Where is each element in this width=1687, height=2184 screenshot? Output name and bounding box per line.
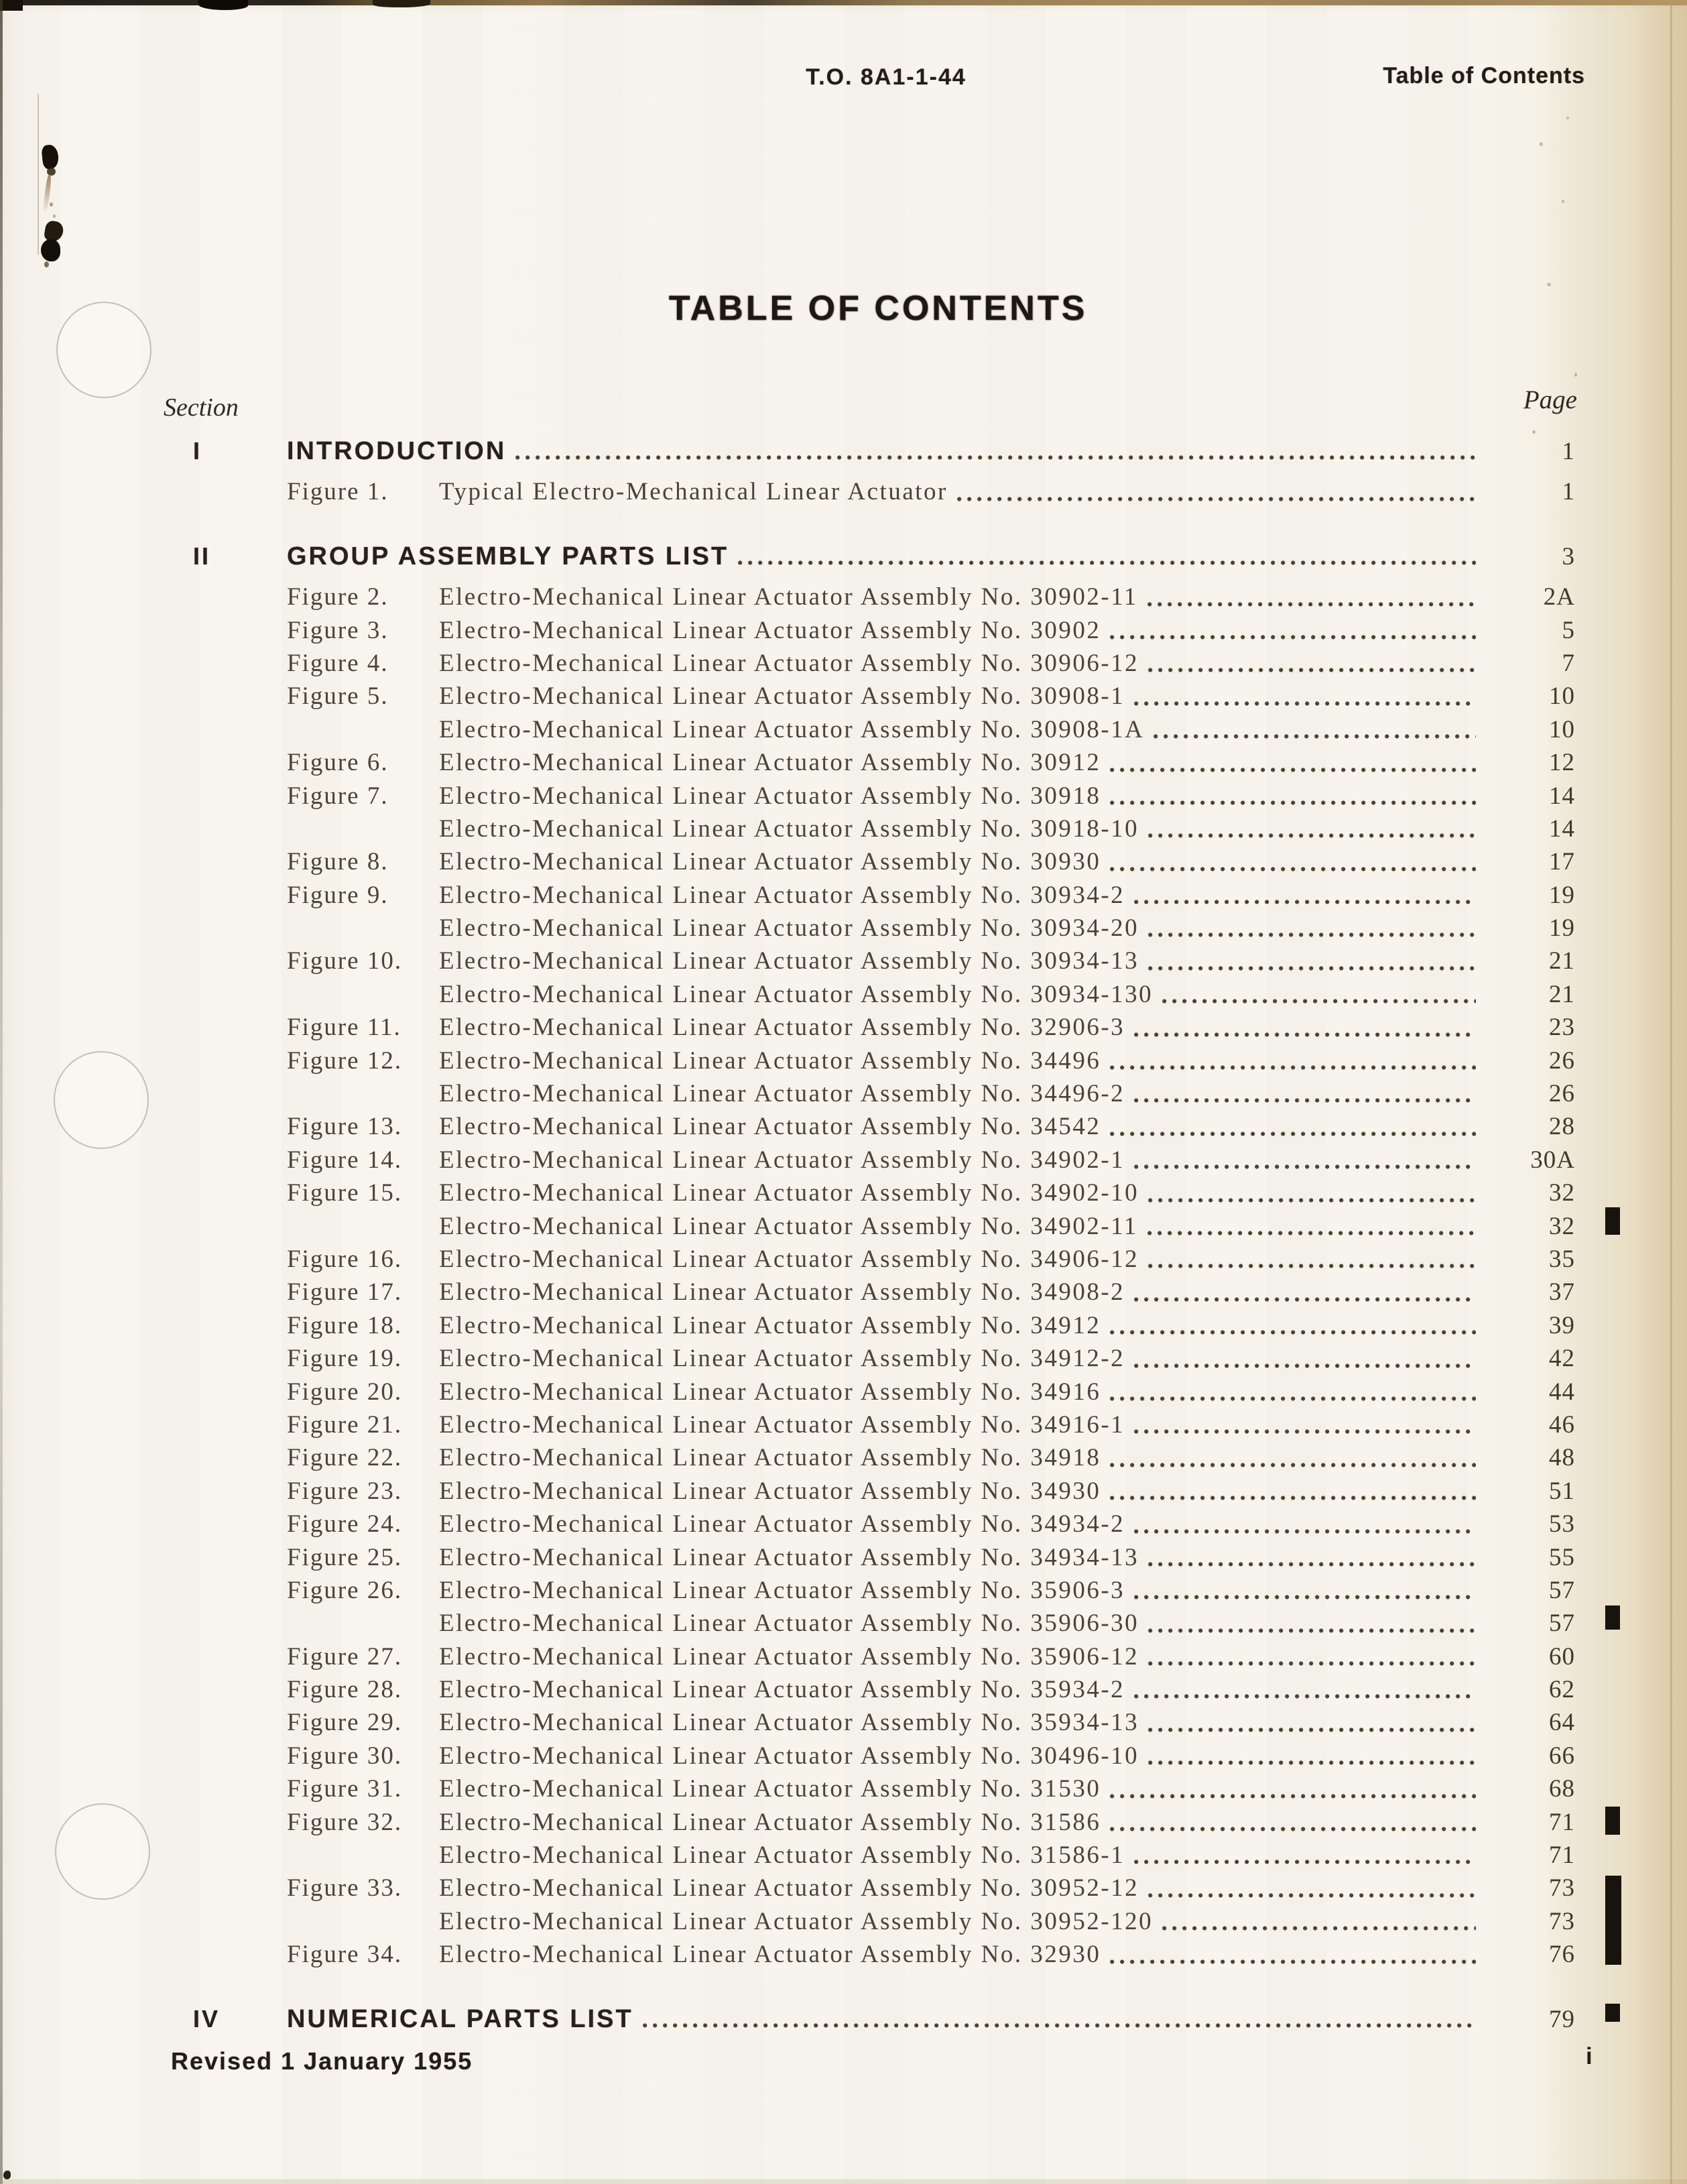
page-number: 51: [1549, 1477, 1575, 1505]
toc-list: [193, 434, 1575, 2035]
entry-title: Electro-Mechanical Linear Actuator Assembly No. 30496-10: [439, 1742, 1139, 1770]
entry-title: Electro-Mechanical Linear Actuator Assembly No. 34934-13: [439, 1543, 1139, 1571]
dot-leader: [1148, 1760, 1476, 1765]
sepia-speck: [1562, 200, 1564, 203]
entry-title: Electro-Mechanical Linear Actuator Assembly No. 34496-2: [439, 1080, 1125, 1108]
figure-label: Figure 21.: [287, 1410, 403, 1439]
dot-leader: [1110, 1132, 1476, 1136]
toc-figure-row: [193, 1772, 1575, 1805]
dot-leader: [1148, 1727, 1476, 1732]
page-number: 39: [1549, 1311, 1575, 1339]
figure-label: Figure 13.: [287, 1113, 403, 1141]
toc-figure-row: [193, 1376, 1575, 1408]
dot-leader: [1134, 1098, 1476, 1103]
figure-label: Figure 34.: [287, 1941, 403, 1969]
entry-title: Electro-Mechanical Linear Actuator Assembly No. 34912: [439, 1311, 1101, 1339]
entry-title: Electro-Mechanical Linear Actuator Assembly No. 30906-12: [439, 649, 1139, 677]
toc-section-row: [193, 540, 1575, 572]
figure-label: Figure 31.: [287, 1775, 403, 1803]
entry-title: Electro-Mechanical Linear Actuator Assembly No. 30930: [439, 848, 1101, 876]
revision-bar: [1605, 1207, 1620, 1235]
dot-leader: [1110, 867, 1476, 871]
entry-title: Electro-Mechanical Linear Actuator Assembly No. 30934-20: [439, 914, 1139, 943]
dot-leader: [1134, 1363, 1476, 1368]
dot-leader: [1147, 1231, 1476, 1235]
dot-leader: [1134, 1595, 1476, 1599]
entry-title: Electro-Mechanical Linear Actuator Assembly No. 30912: [439, 749, 1101, 777]
page-number: 37: [1549, 1278, 1575, 1307]
page-number: 21: [1549, 947, 1575, 975]
dot-leader: [1162, 1926, 1476, 1931]
toc-figure-row: [193, 1706, 1575, 1739]
toc-figure-row: [193, 845, 1575, 878]
entry-title: Electro-Mechanical Linear Actuator Assembly No. 31530: [439, 1775, 1101, 1803]
page-number: 14: [1549, 814, 1575, 843]
page-number: 76: [1549, 1941, 1575, 1969]
entry-title: Electro-Mechanical Linear Actuator Assembly No. 30934-2: [439, 881, 1125, 909]
toc-figure-row: [193, 1243, 1575, 1276]
dot-leader: [1110, 1794, 1476, 1799]
entry-title: Electro-Mechanical Linear Actuator Assembly No. 30918-10: [439, 814, 1139, 843]
toc-figure-row: [193, 680, 1575, 713]
toc-figure-row: [193, 1740, 1575, 1772]
dot-leader: [1110, 1463, 1476, 1467]
toc-figure-row: [193, 1640, 1575, 1673]
dot-leader: [1148, 1198, 1476, 1203]
dot-leader: [1148, 1562, 1476, 1567]
dot-leader: [1134, 1529, 1476, 1534]
figure-label: Figure 32.: [287, 1808, 403, 1836]
toc-figure-row: [193, 1475, 1575, 1508]
column-head-page: Page: [1523, 385, 1577, 414]
page-number: 19: [1549, 881, 1575, 909]
page-number: 10: [1549, 682, 1575, 711]
figure-label: Figure 2.: [287, 583, 389, 611]
ink-speck: [3, 2171, 11, 2179]
toc-figure-row: [193, 912, 1575, 945]
page-number: 73: [1549, 1874, 1575, 1902]
figure-label: Figure 30.: [287, 1742, 403, 1770]
page-number: 17: [1549, 848, 1575, 876]
page-number: 19: [1549, 914, 1575, 943]
dot-leader: [1134, 1694, 1476, 1699]
page-number: 46: [1549, 1410, 1575, 1439]
dot-leader: [1110, 1959, 1476, 1964]
figure-label: Figure 23.: [287, 1477, 403, 1505]
section-title: NUMERICAL PARTS LIST: [287, 2004, 633, 2033]
section-title: INTRODUCTION: [287, 437, 507, 465]
toc-figure-row: [193, 1905, 1575, 1938]
sepia-speck: [1540, 142, 1543, 146]
page-number: 35: [1549, 1245, 1575, 1273]
section-numeral: I: [193, 437, 202, 465]
toc-figure-row: [193, 1607, 1575, 1640]
toc-figure-row: [193, 1938, 1575, 1971]
dot-leader: [1110, 1396, 1476, 1401]
page-title: TABLE OF CONTENTS: [668, 289, 1088, 328]
toc-figure-row: [193, 614, 1575, 647]
figure-label: Figure 28.: [287, 1676, 403, 1704]
to-number: T.O. 8A1-1-44: [806, 64, 966, 90]
figure-label: Figure 11.: [287, 1014, 401, 1042]
dot-leader: [1162, 999, 1476, 1004]
page-number: 64: [1549, 1709, 1575, 1737]
entry-title: Electro-Mechanical Linear Actuator Assembly No. 30952-120: [439, 1907, 1153, 1935]
page-number: 23: [1549, 1014, 1575, 1042]
entry-title: Electro-Mechanical Linear Actuator Assembly No. 35906-12: [439, 1642, 1139, 1671]
toc-figure-row: [193, 647, 1575, 680]
entry-title: Electro-Mechanical Linear Actuator Assembly No. 34918: [439, 1444, 1101, 1472]
sepia-speck: [1532, 430, 1536, 434]
revision-date: Revised 1 January 1955: [171, 2047, 473, 2075]
revision-bar: [1605, 1876, 1621, 1965]
ink-speck: [50, 202, 53, 206]
page-number: 21: [1549, 980, 1575, 1008]
toc-figure-row: [193, 1210, 1575, 1243]
page-number: 2A: [1543, 583, 1575, 611]
paper-crease: [38, 94, 39, 255]
page-number: 57: [1549, 1610, 1575, 1638]
dot-leader: [1148, 932, 1476, 937]
entry-title: Electro-Mechanical Linear Actuator Assembly No. 34916: [439, 1378, 1101, 1406]
entry-title: Electro-Mechanical Linear Actuator Assembly No. 30918: [439, 782, 1101, 810]
entry-title: Electro-Mechanical Linear Actuator Assembly No. 35906-30: [439, 1610, 1139, 1638]
toc-figure-row: [193, 978, 1575, 1011]
entry-title: Electro-Mechanical Linear Actuator Assembly No. 31586: [439, 1808, 1101, 1836]
dot-leader: [1134, 1860, 1476, 1864]
toc-figure-row: [193, 1441, 1575, 1474]
page-number: 14: [1549, 782, 1575, 810]
toc-figure-row: [193, 1176, 1575, 1209]
page-number: 7: [1562, 649, 1575, 677]
entry-title: Electro-Mechanical Linear Actuator Assembly No. 30934-13: [439, 947, 1139, 975]
figure-label: Figure 26.: [287, 1576, 403, 1604]
dot-leader: [1110, 1496, 1476, 1500]
toc-figure-row: [193, 1806, 1575, 1839]
page-number: 32: [1549, 1212, 1575, 1240]
dot-leader: [1148, 668, 1476, 672]
entry-title: Electro-Mechanical Linear Actuator Assembly No. 30908-1: [439, 682, 1125, 711]
page-number: 12: [1549, 749, 1575, 777]
column-head-section: Section: [164, 393, 239, 422]
page-number: 71: [1549, 1808, 1575, 1836]
ink-speck: [44, 261, 49, 267]
toc-figure-row: [193, 1839, 1575, 1872]
toc-figure-row: [193, 1309, 1575, 1342]
page-number: 28: [1549, 1113, 1575, 1141]
toc-figure-row: [193, 780, 1575, 812]
toc-figure-row: [193, 1110, 1575, 1143]
running-head: Table of Contents: [1383, 63, 1585, 88]
scan-left-edge: [0, 0, 3, 2184]
figure-label: Figure 4.: [287, 649, 389, 677]
dot-leader: [1134, 1032, 1476, 1037]
figure-label: Figure 8.: [287, 848, 389, 876]
figure-label: Figure 20.: [287, 1378, 403, 1406]
page-number: 62: [1549, 1676, 1575, 1704]
entry-title: Electro-Mechanical Linear Actuator Assembly No. 34934-2: [439, 1510, 1125, 1538]
punch-hole: [55, 1803, 150, 1900]
page-number: 3: [1562, 542, 1575, 570]
toc-figure-row: [193, 475, 1575, 508]
figure-label: Figure 17.: [287, 1278, 403, 1307]
scan-edge-blob: [373, 0, 430, 7]
figure-label: Figure 27.: [287, 1642, 403, 1671]
dot-leader: [1148, 1661, 1476, 1666]
figure-label: Figure 29.: [287, 1709, 403, 1737]
figure-label: Figure 19.: [287, 1345, 403, 1373]
toc-figure-row: [193, 879, 1575, 912]
section-numeral: II: [193, 542, 211, 570]
page-number: 60: [1549, 1642, 1575, 1671]
revision-bar: [1605, 1807, 1620, 1835]
entry-title: Electro-Mechanical Linear Actuator Assembly No. 30902: [439, 616, 1101, 644]
ink-stain: [42, 174, 52, 213]
toc-figure-row: [193, 1342, 1575, 1375]
figure-label: Figure 5.: [287, 682, 389, 711]
page-number: 73: [1549, 1907, 1575, 1935]
entry-title: Electro-Mechanical Linear Actuator Assembly No. 32906-3: [439, 1014, 1125, 1042]
ink-blot: [41, 144, 60, 170]
toc-figure-row: [193, 1011, 1575, 1044]
punch-hole: [56, 302, 151, 398]
toc-figure-row: [193, 1144, 1575, 1176]
sepia-speck: [1574, 373, 1577, 377]
toc-figure-row: [193, 581, 1575, 613]
page-number: 68: [1549, 1775, 1575, 1803]
page-number: 5: [1562, 616, 1575, 644]
entry-title: Electro-Mechanical Linear Actuator Assembly No. 34916-1: [439, 1410, 1125, 1439]
figure-label: Figure 6.: [287, 749, 389, 777]
dot-leader: [1148, 966, 1476, 971]
dot-leader: [515, 455, 1476, 460]
toc-figure-row: [193, 713, 1575, 746]
entry-title: Electro-Mechanical Linear Actuator Assembly No. 35906-3: [439, 1576, 1125, 1604]
figure-label: Figure 24.: [287, 1510, 403, 1538]
dot-leader: [1110, 1330, 1476, 1335]
toc-figure-row: [193, 746, 1575, 779]
toc-section-row: [193, 2002, 1575, 2035]
section-title: GROUP ASSEMBLY PARTS LIST: [287, 542, 729, 570]
figure-label: Figure 22.: [287, 1444, 403, 1472]
figure-label: Figure 9.: [287, 881, 389, 909]
entry-title: Electro-Mechanical Linear Actuator Assembly No. 34908-2: [439, 1278, 1125, 1307]
folio-page-number: i: [1586, 2043, 1592, 2069]
dot-leader: [1110, 1827, 1476, 1831]
figure-label: Figure 33.: [287, 1874, 403, 1902]
page-number: 48: [1549, 1444, 1575, 1472]
entry-title: Electro-Mechanical Linear Actuator Assembly No. 34542: [439, 1113, 1101, 1141]
scan-top-edge: [0, 0, 1687, 5]
ink-speck: [53, 215, 56, 218]
page-number: 26: [1549, 1080, 1575, 1108]
dot-leader: [1110, 635, 1476, 640]
toc-figure-row: [193, 812, 1575, 845]
dot-leader: [1148, 1628, 1476, 1633]
entry-title: Electro-Mechanical Linear Actuator Assembly No. 34906-12: [439, 1245, 1139, 1273]
toc-figure-row: [193, 1673, 1575, 1706]
toc-figure-row: [193, 1541, 1575, 1574]
revision-bar: [1605, 2004, 1620, 2022]
entry-title: Electro-Mechanical Linear Actuator Assembly No. 32930: [439, 1941, 1101, 1969]
toc-figure-row: [193, 1508, 1575, 1540]
toc-figure-row: [193, 1077, 1575, 1110]
dot-leader: [1134, 1429, 1476, 1434]
page-number: 32: [1549, 1179, 1575, 1207]
entry-title: Electro-Mechanical Linear Actuator Assembly No. 34912-2: [439, 1345, 1125, 1373]
dot-leader: [1110, 800, 1476, 805]
scan-edge-blob: [198, 0, 248, 10]
scan-corner-mark: [0, 0, 23, 11]
page-number: 1: [1562, 438, 1575, 465]
figure-label: Figure 1.: [287, 478, 389, 506]
dot-leader: [1153, 734, 1476, 739]
toc-section-row: [193, 434, 1575, 467]
page-number: 57: [1549, 1576, 1575, 1604]
page-number: 30A: [1530, 1146, 1575, 1174]
entry-title: Electro-Mechanical Linear Actuator Assembly No. 34496: [439, 1046, 1101, 1075]
figure-label: Figure 18.: [287, 1311, 403, 1339]
sepia-speck: [1566, 117, 1569, 119]
toc-figure-row: [193, 945, 1575, 977]
punch-hole: [54, 1051, 149, 1149]
entry-title: Electro-Mechanical Linear Actuator Assembly No. 35934-13: [439, 1709, 1139, 1737]
toc-figure-row: [193, 1276, 1575, 1309]
dot-leader: [1110, 768, 1476, 772]
page-number: 44: [1549, 1378, 1575, 1406]
dot-leader: [1134, 1297, 1476, 1302]
dot-leader: [1134, 900, 1476, 904]
entry-title: Electro-Mechanical Linear Actuator Assembly No. 34930: [439, 1477, 1101, 1505]
entry-title: Electro-Mechanical Linear Actuator Assembly No. 34902-1: [439, 1146, 1125, 1174]
page-number: 79: [1549, 2005, 1575, 2033]
figure-label: Figure 25.: [287, 1543, 403, 1571]
entry-title: Electro-Mechanical Linear Actuator Assembly No. 34902-11: [439, 1212, 1138, 1240]
dot-leader: [957, 497, 1476, 501]
dot-leader: [1148, 833, 1476, 838]
toc-figure-row: [193, 1408, 1575, 1441]
entry-title: Typical Electro-Mechanical Linear Actuator: [439, 478, 948, 506]
figure-label: Figure 7.: [287, 782, 389, 810]
dot-leader: [1148, 1264, 1476, 1268]
toc-figure-row: [193, 1574, 1575, 1607]
dot-leader: [738, 560, 1476, 565]
figure-label: Figure 14.: [287, 1146, 403, 1174]
entry-title: Electro-Mechanical Linear Actuator Assembly No. 35934-2: [439, 1676, 1125, 1704]
revision-bar: [1605, 1605, 1620, 1630]
dot-leader: [643, 2023, 1476, 2028]
figure-label: Figure 3.: [287, 616, 389, 644]
entry-title: Electro-Mechanical Linear Actuator Assembly No. 30908-1A: [439, 715, 1145, 743]
figure-label: Figure 10.: [287, 947, 403, 975]
entry-title: Electro-Mechanical Linear Actuator Assembly No. 30952-12: [439, 1874, 1139, 1902]
page-number: 1: [1562, 478, 1575, 506]
toc-figure-row: [193, 1044, 1575, 1077]
page-number: 53: [1549, 1510, 1575, 1538]
sepia-speck: [1547, 283, 1551, 286]
page-number: 66: [1549, 1742, 1575, 1770]
dot-leader: [1147, 602, 1476, 607]
scan-bottom-edge: [0, 2179, 1687, 2184]
dot-leader: [1148, 1893, 1476, 1898]
figure-label: Figure 15.: [287, 1179, 403, 1207]
page-number: 42: [1549, 1345, 1575, 1373]
page-number: 10: [1549, 715, 1575, 743]
dot-leader: [1134, 1164, 1476, 1169]
page-number: 55: [1549, 1543, 1575, 1571]
entry-title: Electro-Mechanical Linear Actuator Assembly No. 30934-130: [439, 980, 1153, 1008]
toc-figure-row: [193, 1872, 1575, 1904]
figure-label: Figure 16.: [287, 1245, 403, 1273]
dot-leader: [1134, 701, 1476, 706]
entry-title: Electro-Mechanical Linear Actuator Assembly No. 30902-11: [439, 583, 1138, 611]
entry-title: Electro-Mechanical Linear Actuator Assembly No. 34902-10: [439, 1179, 1139, 1207]
ink-blot: [41, 239, 60, 261]
page-edge-line: [1670, 0, 1672, 2184]
section-numeral: IV: [193, 2004, 221, 2033]
page-number: 71: [1549, 1841, 1575, 1870]
entry-title: Electro-Mechanical Linear Actuator Assembly No. 31586-1: [439, 1841, 1125, 1870]
page-number: 26: [1549, 1046, 1575, 1075]
figure-label: Figure 12.: [287, 1046, 403, 1075]
dot-leader: [1110, 1065, 1476, 1070]
